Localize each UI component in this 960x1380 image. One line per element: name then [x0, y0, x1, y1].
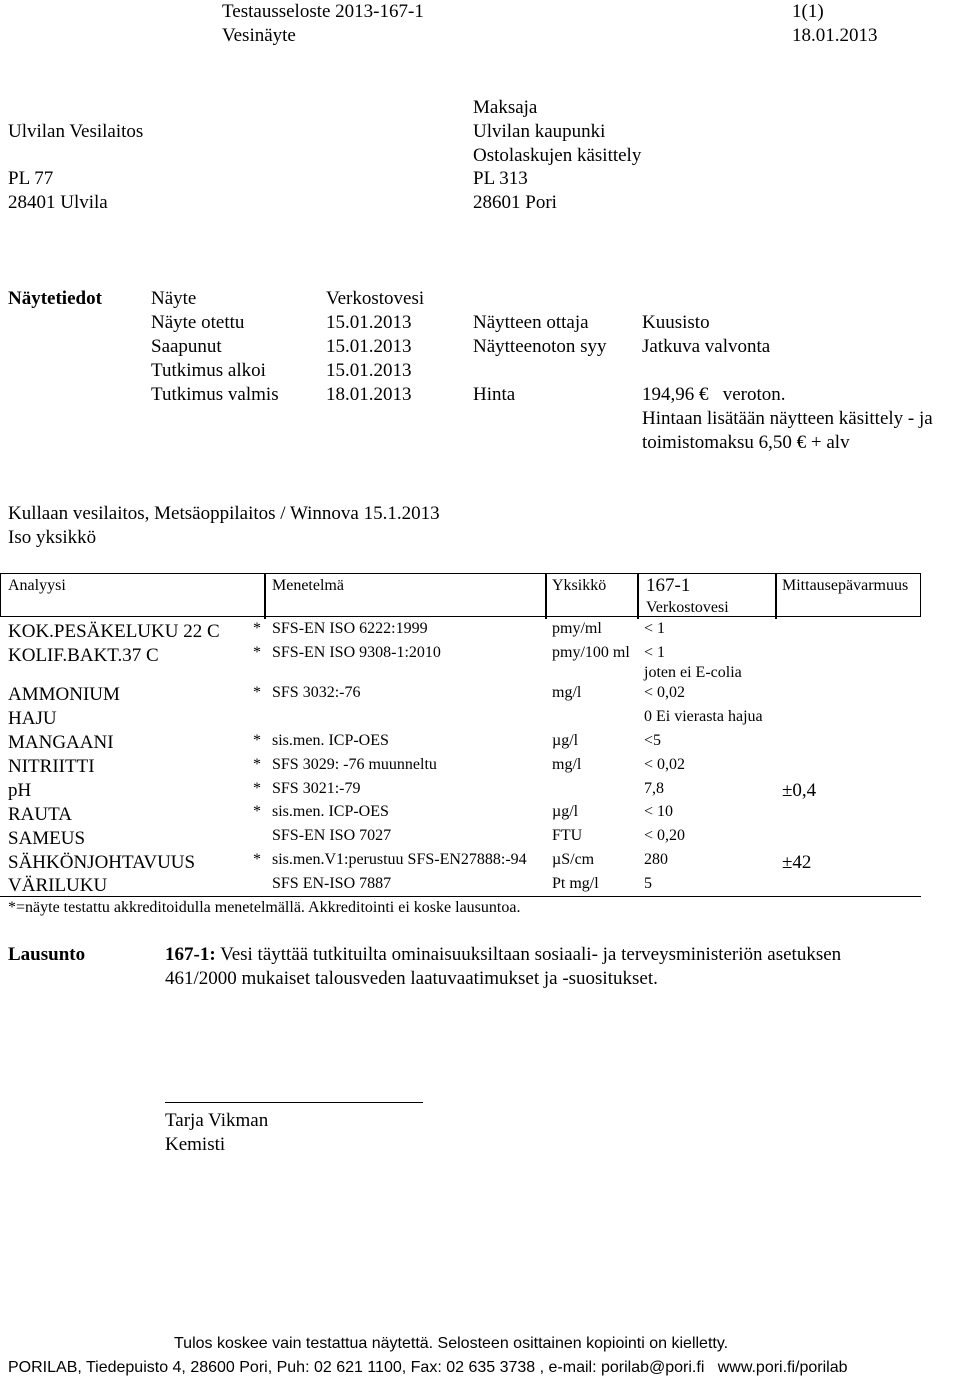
method: sis.men.V1:perustuu SFS-EN27888:-94 — [272, 851, 527, 868]
sample-value: Verkostovesi — [326, 288, 425, 309]
accredited-star: * — [253, 644, 261, 661]
statement-label: Lausunto — [8, 944, 86, 965]
col-header-sample-name: Verkostovesi — [646, 599, 729, 616]
analysis-name: MANGAANI — [8, 732, 114, 753]
sample-value: 194,96 € veroton. — [642, 384, 786, 405]
result-value: 280 — [644, 851, 668, 868]
sample-section-label: Näytetiedot — [8, 288, 102, 309]
method: SFS-EN ISO 9308-1:2010 — [272, 644, 441, 661]
footer-note: Tulos koskee vain testattua näytettä. Selosteen osittainen kopiointi on kielletty. — [174, 1335, 729, 1352]
col-header-sample-id: 167-1 — [646, 575, 691, 596]
method: sis.men. ICP-OES — [272, 803, 389, 820]
sample-key: Näyte — [151, 288, 197, 309]
sender-name: Ulvilan Vesilaitos — [8, 121, 144, 142]
analysis-name: pH — [8, 780, 32, 801]
unit-size-line: Iso yksikkö — [8, 527, 97, 548]
analysis-name: VÄRILUKU — [8, 875, 108, 896]
payer-name: Ulvilan kaupunki — [473, 121, 606, 142]
method: SFS-EN ISO 7027 — [272, 827, 392, 844]
sample-value: 15.01.2013 — [326, 336, 412, 357]
accredited-star: * — [253, 684, 261, 701]
uncertainty-value: ±0,4 — [782, 780, 817, 801]
analysis-name: AMMONIUM — [8, 684, 120, 705]
sample-value: 15.01.2013 — [326, 360, 412, 381]
location-line: Kullaan vesilaitos, Metsäoppilaitos / Winnova 15.1.2013 — [8, 503, 440, 524]
signer-title: Kemisti — [165, 1134, 226, 1155]
accredited-star: * — [253, 732, 261, 749]
analysis-name: NITRIITTI — [8, 756, 95, 777]
col-header-uncertainty: Mittausepävarmuus — [782, 577, 909, 594]
statement-line2: 461/2000 mukaiset talousveden laatuvaatimukset ja -suositukset. — [165, 968, 658, 989]
result-value: <5 — [644, 732, 662, 749]
sample-key: Hinta — [473, 384, 516, 405]
payer-city: 28601 Pori — [473, 192, 557, 213]
result-value: < 0,20 — [644, 827, 686, 844]
page-number: 1(1) — [792, 1, 824, 22]
col-header-analysis: Analyysi — [8, 577, 66, 594]
col-header-method: Menetelmä — [272, 577, 344, 594]
sample-key: Tutkimus valmis — [151, 384, 279, 405]
signer-name: Tarja Vikman — [165, 1110, 269, 1131]
result-value: 7,8 — [644, 780, 664, 797]
signature-line — [165, 1102, 423, 1103]
unit: µS/cm — [552, 851, 595, 868]
accreditation-footnote: *=näyte testattu akkreditoidulla menetelmällä. Akkreditointi ei koske lausuntoa. — [8, 899, 521, 916]
statement-line1 — [165, 944, 841, 966]
divider — [545, 573, 547, 619]
method: sis.men. ICP-OES — [272, 732, 389, 749]
analysis-name: RAUTA — [8, 804, 72, 825]
unit: µg/l — [552, 803, 579, 820]
unit: µg/l — [552, 732, 579, 749]
sample-key: Tutkimus alkoi — [151, 360, 266, 381]
accredited-star: * — [253, 803, 261, 820]
method: SFS EN-ISO 7887 — [272, 875, 392, 892]
report-date: 18.01.2013 — [792, 25, 878, 46]
result-note: joten ei E-colia — [644, 664, 742, 681]
unit: FTU — [552, 827, 583, 844]
sample-value: 18.01.2013 — [326, 384, 412, 405]
sample-key: Näytteen ottaja — [473, 312, 589, 333]
analysis-name: KOK.PESÄKELUKU 22 C — [8, 621, 220, 642]
sample-value: Kuusisto — [642, 312, 710, 333]
accredited-star: * — [253, 620, 261, 637]
divider — [264, 573, 266, 619]
col-header-unit: Yksikkö — [552, 577, 607, 594]
sample-value: Jatkuva valvonta — [642, 336, 771, 357]
accredited-star: * — [253, 780, 261, 797]
footer-address: PORILAB, Tiedepuisto 4, 28600 Pori, Puh: 02 621 1100, Fax: 02 635 3738 , e-mail: porilab@pori.fi www.pori.fi/porilab — [8, 1359, 848, 1376]
payer-box: PL 313 — [473, 168, 528, 189]
report-subtitle: Vesinäyte — [222, 25, 296, 46]
price-note: toimistomaksu 6,50 € + alv — [642, 432, 850, 453]
sample-key: Näytteenoton syy — [473, 336, 607, 357]
result-value: 0 Ei vierasta hajua — [644, 708, 763, 725]
statement-ref: 167-1: — [165, 944, 216, 965]
sample-key: Saapunut — [151, 336, 222, 357]
accredited-star: * — [253, 851, 261, 868]
sender-box: PL 77 — [8, 168, 54, 189]
sender-city: 28401 Ulvila — [8, 192, 108, 213]
result-value: < 0,02 — [644, 756, 686, 773]
analysis-name: KOLIF.BAKT.37 C — [8, 645, 159, 666]
uncertainty-value: ±42 — [782, 852, 812, 873]
price-note: Hintaan lisätään näytteen käsittely - ja — [642, 408, 933, 429]
method: SFS 3029: -76 muunneltu — [272, 756, 437, 773]
report-title: Testausseloste 2013-167-1 — [222, 1, 424, 22]
unit: mg/l — [552, 756, 582, 773]
statement-text: Vesi täyttää tutkituilta ominaisuuksiltaan sosiaali- ja terveysministeriön asetuksen — [220, 944, 842, 965]
table-bottom-rule — [0, 896, 921, 897]
analysis-name: HAJU — [8, 708, 57, 729]
method: SFS 3021:-79 — [272, 780, 361, 797]
unit: pmy/ml — [552, 620, 602, 637]
sample-value: 15.01.2013 — [326, 312, 412, 333]
analysis-name: SÄHKÖNJOHTAVUUS — [8, 852, 196, 873]
result-value: < 10 — [644, 803, 674, 820]
method: SFS 3032:-76 — [272, 684, 361, 701]
unit: pmy/100 ml — [552, 644, 630, 661]
divider — [775, 573, 777, 619]
result-value: < 0,02 — [644, 684, 686, 701]
sample-key: Näyte otettu — [151, 312, 245, 333]
unit: mg/l — [552, 684, 582, 701]
divider — [637, 573, 639, 619]
method: SFS-EN ISO 6222:1999 — [272, 620, 428, 637]
result-value: < 1 — [644, 620, 666, 637]
result-value: 5 — [644, 875, 652, 892]
payer-dept: Ostolaskujen käsittely — [473, 145, 642, 166]
unit: Pt mg/l — [552, 875, 599, 892]
payer-label: Maksaja — [473, 97, 538, 118]
result-value: < 1 — [644, 644, 666, 661]
accredited-star: * — [253, 756, 261, 773]
analysis-name: SAMEUS — [8, 828, 86, 849]
